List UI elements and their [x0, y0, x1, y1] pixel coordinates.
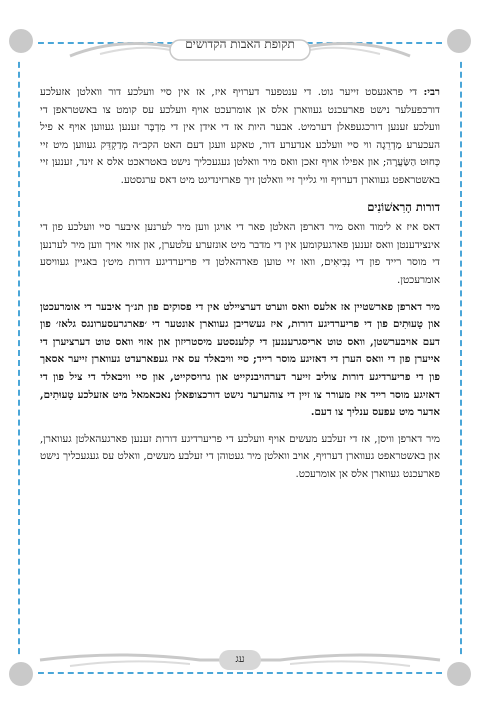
speaker-label: רבי: [423, 86, 440, 98]
paragraph-text: די פראגעסט זייער גוט. די ענטפער דערויף איז, אז אין סיי וועלכע דור וואלטן אזעלכע דורכפעלער נישט פארעכנט געווארן אלס אן אומרעכט אויף וועלכע עס קומט צו באשטראפן די וועלכע זענען דורכגעפאלן דערמיט. אבער היות אז די אידן אין די מִדְבָּר זענען געווען אויף א פיל העכערע מַדְרֵגָה ווי סיי וועלכע אנדערע דור, טאקע וועגן דעם האט הקב״ה מְדַקְדֵּק געווען מיט זיי כְּחוּט הַשַּׂעֲרָה; און אפילו אויף זאכן וואס מיר וואלטן געגעכליך נישט באטראכט אלס א זינד, זענען זיי באשטראפט געווארן דערויף ווי גלייך זיי וואלטן זיך פארזינדיגט מיט דאס ערגסטע. [40, 86, 440, 186]
page-body [40, 84, 440, 492]
running-header-title: תקופת האבות הקדושים [185, 37, 295, 51]
section-title: דורות הָרִאשׁוֹנִים [367, 199, 440, 214]
paragraph [40, 84, 440, 190]
paragraph: מיר דארפן וויסן, אז די זעלבע מעשים אויף וועלכע די פריערדיגע דורות זענען פארגעהאלטן געווארן, און באשטראפט געווארן דערויף, אויב וואלטן מיר געטוהן די זעלבע מעשים, וואלט עס געגעכליך נישט פארעכנט געווארן אלס אן אומרעכט. [40, 432, 440, 480]
page-number: עג [219, 650, 261, 670]
paragraph: דאס איז א לימוד וואס מיר דארפן האלטן פאר די אויגן ווען מיר לערנען איבער סיי וועלכע פון די אינצידענטן וואס זענען פארגעקומען אין די מדבר מיט אונזערע עלטערן, און אזוי אויך ווען מיר לערנען די מוסר רייד פון די נְבִיאִים, וואו זיי טוען פארהאלטן די פריערדיגע דורות מיט׳ן באגיין געוויסע אומרעכטן. [40, 221, 440, 286]
paragraph-emphasis: מיר דארפן פארשטיין אז אלעס וואס ווערט דערציילט אין די פסוקים פון תנ״ך איבער די אומרעכטן און טָעוּתִים פון די פריערדיגע דורות, איז געשריבן געווארן אונטער די ׳פארגרעסערונגס גלאז׳ פון דעם אויבערשטן, וואס טוט אריסגרעננען די קלענסטע מיסטריזון און אזוי וואס טוט דערציערן די אייערן פון די וואס הערן די דאזיגע מוסר רייד; סיי וויבאלד עס איז געפארעדט געווארן זייער אסאך פון די פריערדיגע דורות צוליב זייער דערהויבנקייט און גרויסקייט, און סיי וויבאלד די ציל פון די דאזיגע מוסר רייד איז מעורר צו זיין די צוהערער נישט דורכצופאלן נאכאמאל מיט אזעלכע טָעוּתִים, אדער מיט עפעס ענליך צו דעם. [40, 300, 440, 419]
